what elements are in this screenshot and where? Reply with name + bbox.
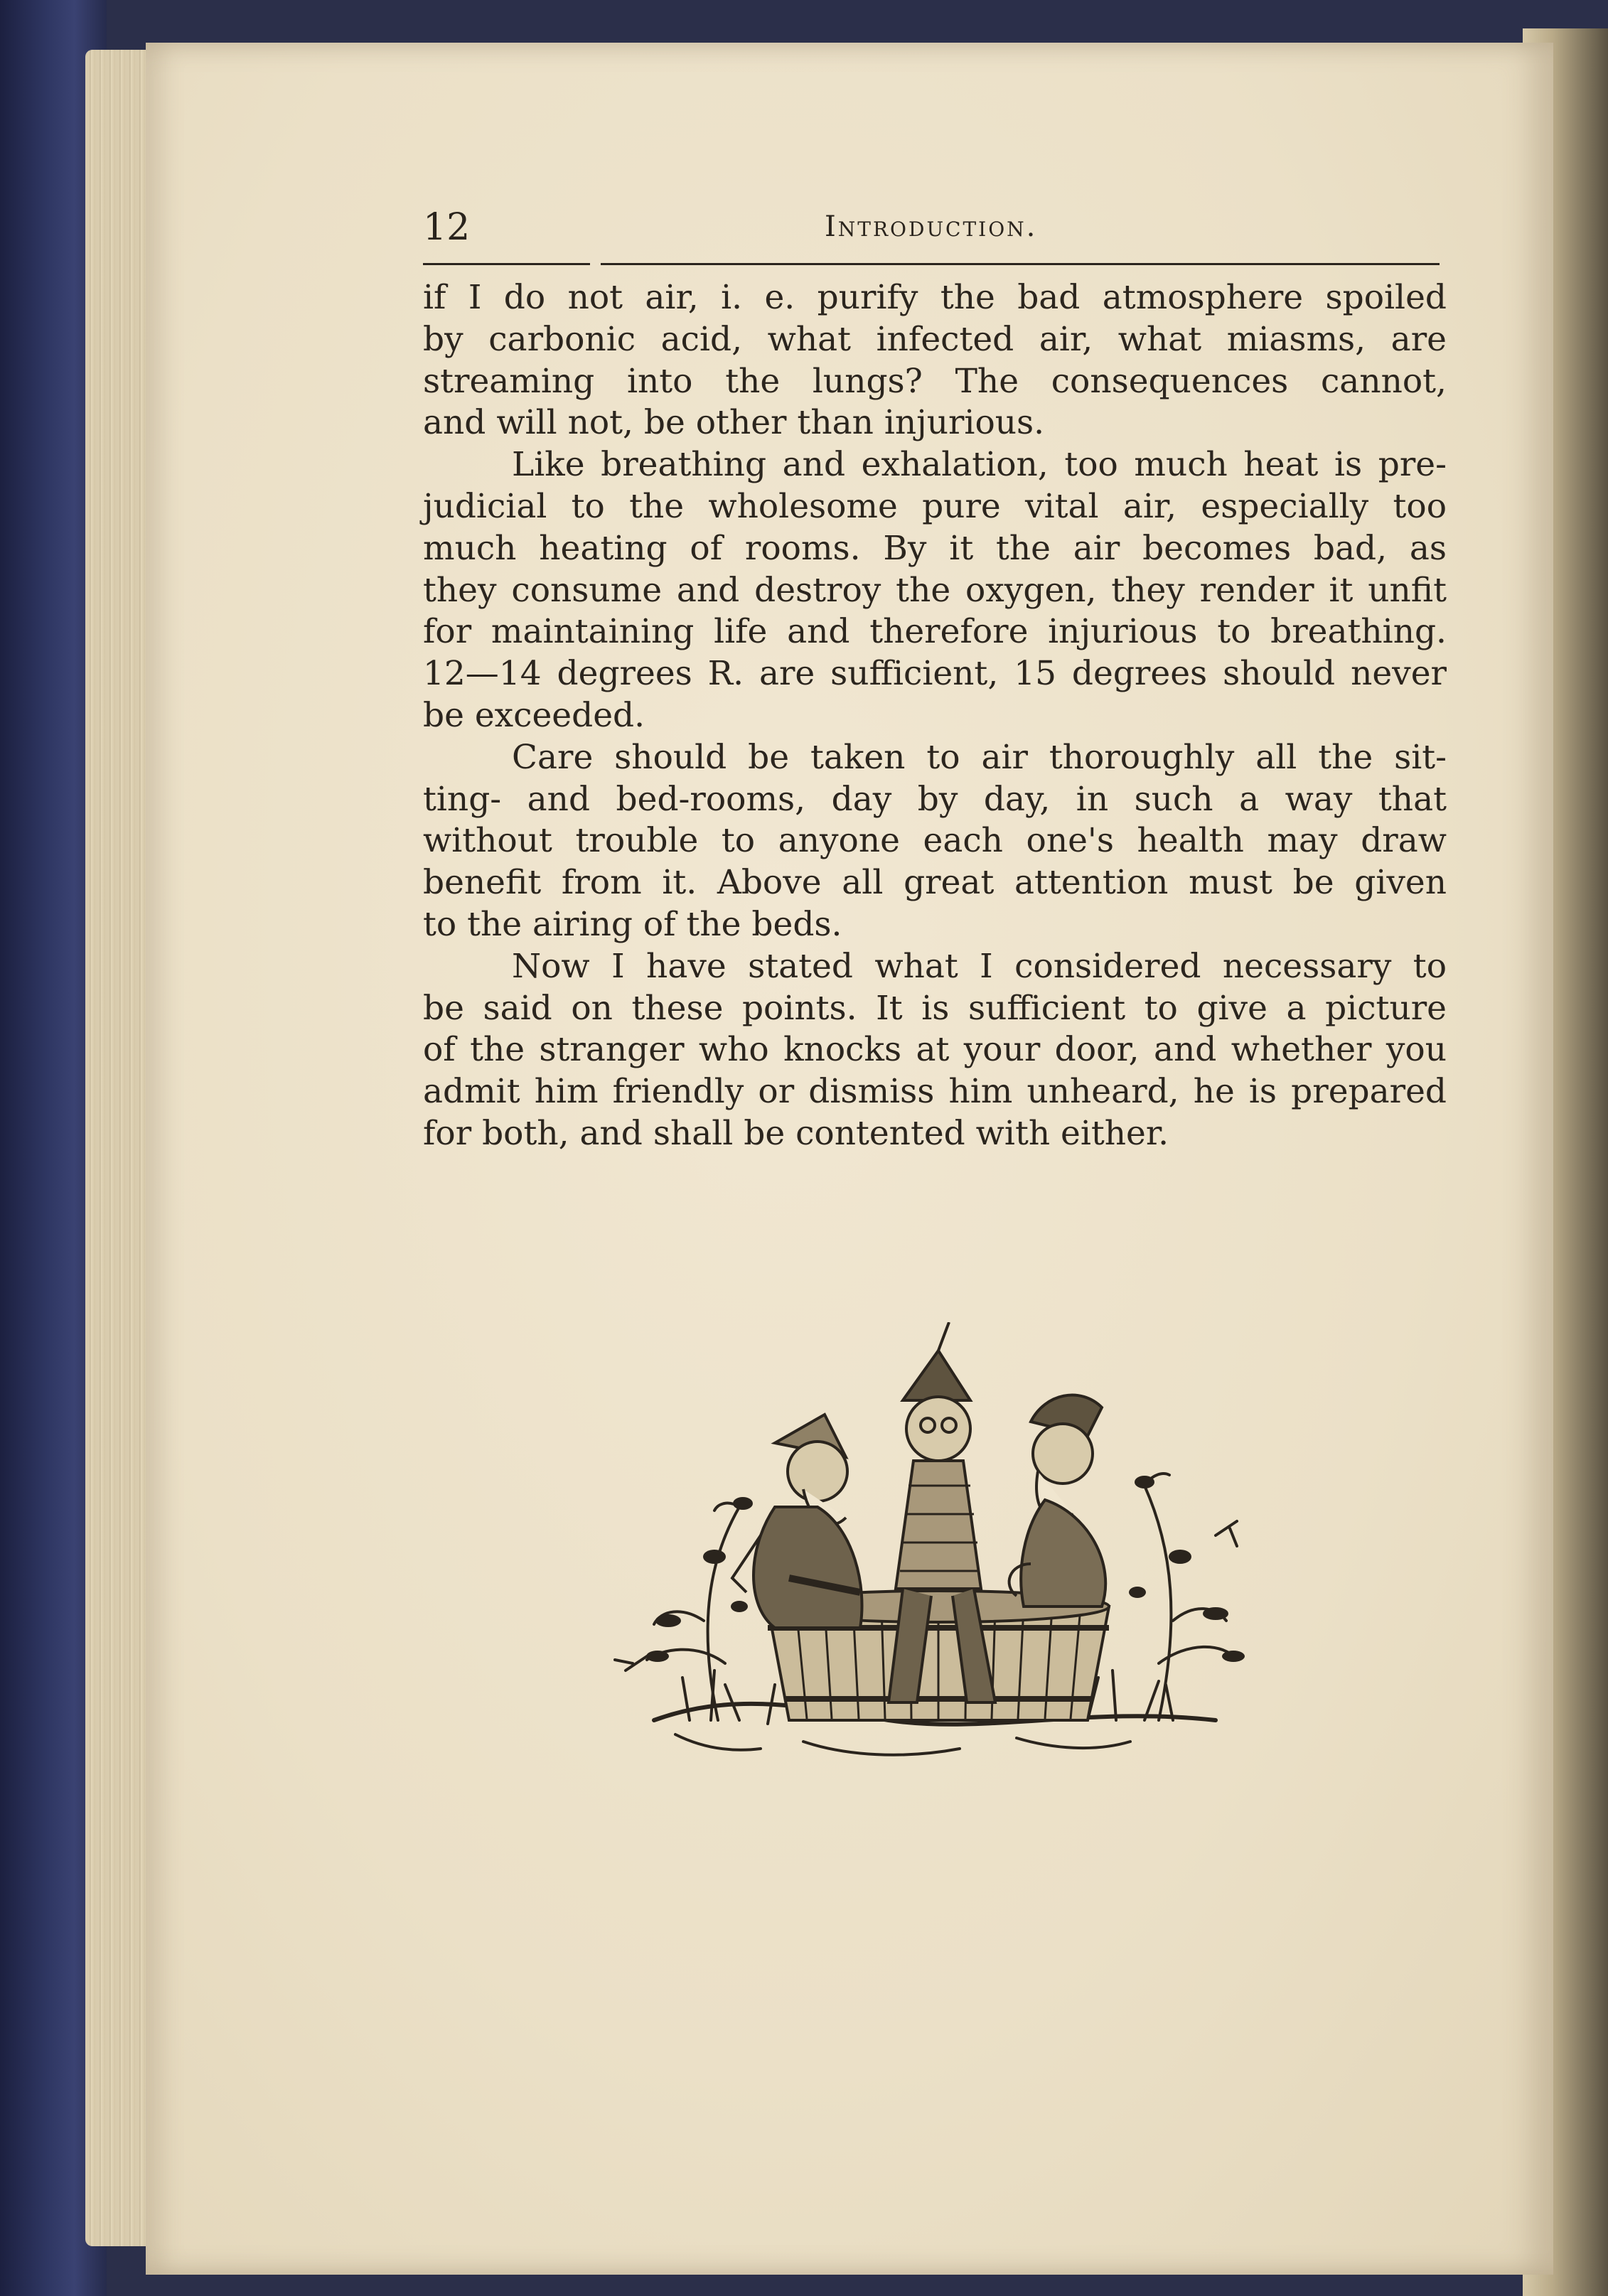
- text-line: 12—14 degrees R. are sufficient, 15 degrees should never: [423, 654, 1447, 694]
- text-line: for maintaining life and therefore injurious to breathing.: [423, 612, 1447, 652]
- text-line: be said on these points. It is sufficient to give a picture: [423, 988, 1447, 1028]
- text-line: and will not, be other than injurious.: [423, 403, 1045, 443]
- text-line: of the stranger who knocks at your door, and whether you: [423, 1030, 1447, 1070]
- header-rule-left: [423, 263, 590, 265]
- text-line: ting- and bed-rooms, day by day, in such a way that: [423, 779, 1447, 819]
- text-line: be exceeded.: [423, 695, 645, 735]
- text-line: judicial to the wholesome pure vital air, especially too: [423, 486, 1447, 526]
- text-line: streaming into the lungs? The consequences cannot,: [423, 361, 1447, 401]
- page-number: 12: [423, 206, 471, 249]
- text-line: Care should be taken to air thoroughly all the sit-: [512, 737, 1447, 777]
- text-line: they consume and destroy the oxygen, they render it unfit: [423, 570, 1447, 610]
- gnomes-in-tub-illustration: [590, 1322, 1287, 1806]
- text-line: if I do not air, i. e. purify the bad atmosphere spoiled: [423, 278, 1447, 317]
- text-line: much heating of rooms. By it the air becomes bad, as: [423, 528, 1447, 568]
- running-title: Introduction.: [825, 210, 1038, 243]
- header-rule-right: [601, 263, 1440, 265]
- text-line: benefit from it. Above all great attention must be given: [423, 863, 1447, 903]
- text-line: to the airing of the beds.: [423, 904, 842, 944]
- text-line: Like breathing and exhalation, too much heat is pre-: [512, 445, 1447, 485]
- text-line: Now I have stated what I considered necessary to: [512, 946, 1447, 986]
- text-line: without trouble to anyone each one's health may draw: [423, 821, 1447, 861]
- text-line: by carbonic acid, what infected air, what miasms, are: [423, 319, 1447, 359]
- text-line: admit him friendly or dismiss him unheard, he is prepared: [423, 1072, 1447, 1112]
- body-text: [423, 277, 1447, 1155]
- page-header: [423, 206, 1440, 263]
- text-line: for both, and shall be contented with either.: [423, 1113, 1169, 1153]
